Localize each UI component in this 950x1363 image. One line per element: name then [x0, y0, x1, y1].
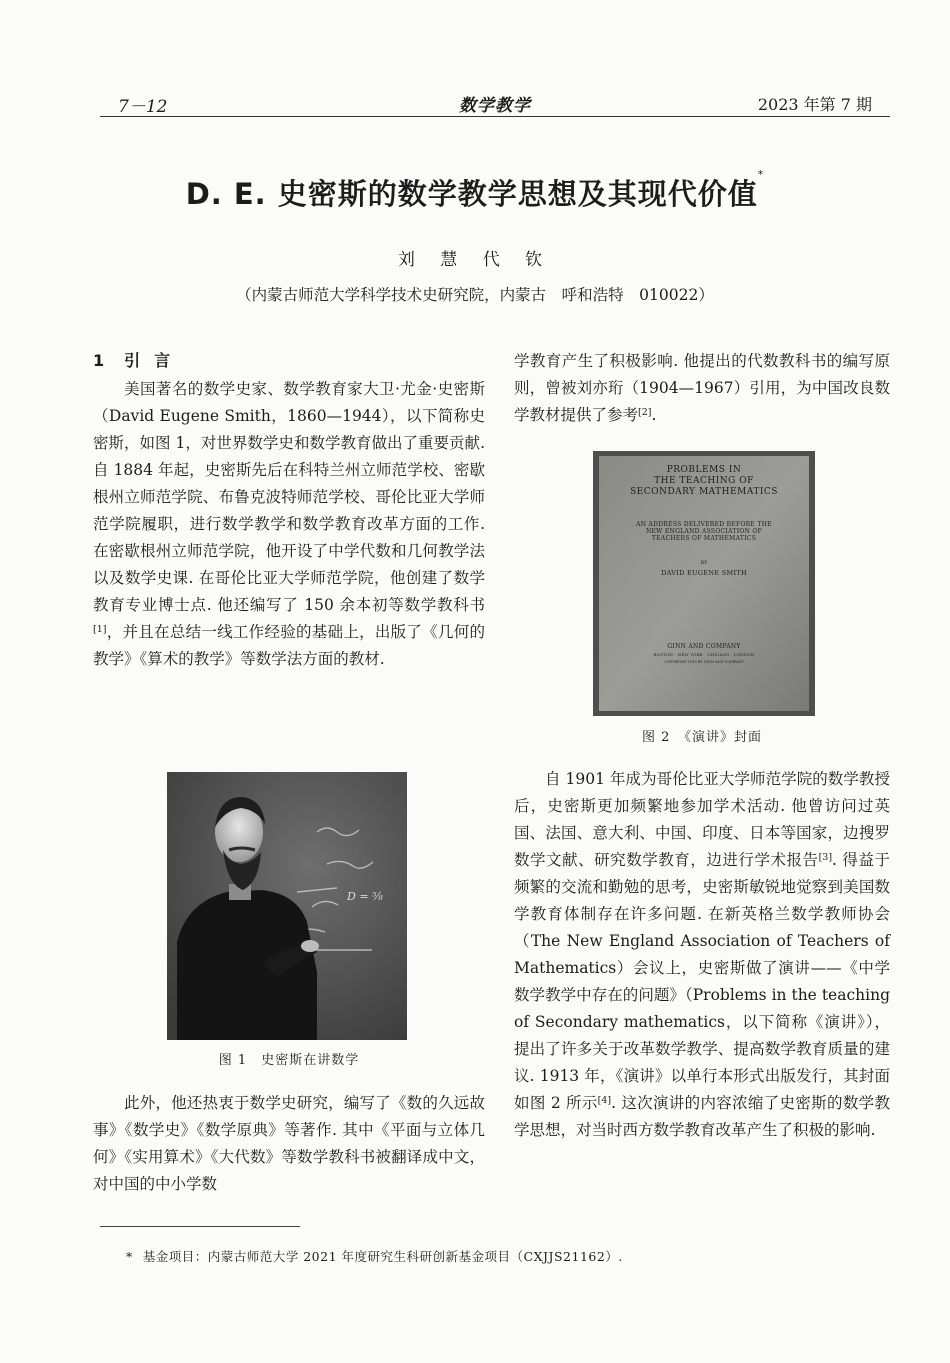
continued-paragraph — [514, 348, 890, 429]
right-column-upper — [514, 348, 890, 429]
intro-text-tail: ，并且在总结一线工作经验的基础上，出版了《几何的教学》《算术的教学》等数学法方面的教材. — [93, 623, 485, 668]
book-title — [593, 465, 815, 498]
book-subtitle-line: AN ADDRESS DELIVERED BEFORE THE — [636, 521, 772, 528]
issue-label: 2023 年第 7 期 — [757, 95, 872, 114]
left-column-lower — [93, 1090, 485, 1198]
continued-text: 学教育产生了积极影响. 他提出的代数教科书的编写原则，曾被刘亦珩（1904—1967）引用，为中国改良数学教材提供了参考 — [514, 352, 890, 424]
book-copyright: COPYRIGHT 1913 BY GINN AND COMPANY — [664, 660, 744, 664]
article-title-text: D. E. 史密斯的数学教学思想及其现代价值 — [185, 177, 758, 211]
footnote — [126, 1247, 623, 1265]
book-author: DAVID EUGENE SMITH — [661, 569, 747, 577]
continued-text-tail: . — [651, 406, 657, 424]
activities-paragraph — [514, 766, 890, 1144]
title-footnote-mark: * — [757, 168, 765, 181]
book-by: BY — [700, 560, 708, 566]
book-cities: BOSTON · NEW YORK · CHICAGO · LONDON — [653, 652, 755, 657]
section-heading — [93, 348, 485, 374]
figure-2-book-cover — [593, 451, 815, 716]
activities-text-1: 自 1901 年成为哥伦比亚大学师范学院的数学教授后，史密斯更加频繁地参加学术活动. 他曾访问过英国、法国、意大利、中国、印度、日本等国家，边搜罗数学文献、研究数学教育，边进行学术报告 — [514, 770, 890, 869]
affiliation: （内蒙古师范大学科学技术史研究院，内蒙古 呼和浩特 010022） — [236, 286, 714, 304]
figure-2-caption: 图 2 《演讲》封面 — [642, 730, 762, 745]
running-header — [100, 88, 890, 117]
book-subtitle-line: TEACHERS OF MATHEMATICS — [651, 535, 757, 542]
book-subtitle-line: NEW ENGLAND ASSOCIATION OF — [645, 528, 763, 535]
book-publisher: GINN AND COMPANY — [667, 643, 741, 650]
left-column-upper — [93, 348, 485, 673]
authors: 刘 慧 代 钦 — [397, 250, 553, 270]
book-title-line: THE TEACHING OF — [654, 476, 754, 486]
chalk-formula: D = ⅝ — [347, 890, 383, 903]
footnote-rule — [100, 1226, 300, 1227]
history-paragraph: 此外，他还热衷于数学史研究，编写了《数的久远故事》《数学史》《数学原典》等著作. 其中《平面与立体几何》《实用算术》《大代数》等数学教科书被翻译成中文，对中国的中小学数 — [93, 1094, 485, 1193]
citation-ref[interactable]: [4] — [597, 1095, 612, 1106]
book-subtitle — [593, 521, 815, 542]
journal-name: 数学教学 — [459, 96, 531, 116]
footnote-mark: * — [126, 1249, 133, 1264]
activities-text-2: . 得益于频繁的交流和勤勉的思考，史密斯敏锐地觉察到美国数学教育体制存在许多问题. 在新英格兰数学教师协会（The New England Association of Teachers of Mathematics）会议上，史密斯做了演讲——《中学数学教学中存在的问题》（Problems in the teaching of Secondary mathematics，以下简称《演讲》），提出了许多关于改革数学教学、提高数学教育质量的建议. 1913 年，《演讲》以单行本形式出版发行，其封面如图 2 所示 — [514, 851, 890, 1112]
figure-1-photo — [167, 772, 407, 1040]
intro-text: 美国著名的数学史家、数学教育家大卫·尤金·史密斯（David Eugene Smith，1860—1944），以下简称史密斯，如图 1，对世界数学史和数学教育做出了重要贡献. 自 1884 年起，史密斯先后在科特兰州立师范学校、密歇根州立师范学院、布鲁克波特师范学校、哥伦比亚大学师范学院履职，进行数学教学和数学教育改革方面的工作. 在密歇根州立师范学院，他开设了中学代数和几何教学法以及数学史课. 在哥伦比亚大学师范学院，他创建了数学教育专业博士点. 他还编写了 150 余本初等数学教科书 — [93, 380, 485, 614]
article-title — [0, 168, 950, 213]
figure-1-caption: 图 1 史密斯在讲数学 — [218, 1053, 360, 1068]
activities-text-3: . 这次演讲的内容浓缩了史密斯的数学教学思想，对当时西方数学教育改革产生了积极的影响. — [514, 1094, 891, 1139]
footnote-text: 基金项目：内蒙古师范大学 2021 年度研究生科研创新基金项目（CXJJS21162）. — [142, 1249, 623, 1264]
book-title-line: PROBLEMS IN — [666, 465, 742, 475]
section-title: 引言 — [124, 351, 185, 370]
page-number: 7－12 — [118, 97, 168, 117]
citation-ref[interactable]: [1] — [93, 624, 107, 635]
book-title-line: SECONDARY MATHEMATICS — [630, 487, 778, 497]
citation-ref[interactable]: [3] — [818, 852, 833, 863]
section-number: 1 — [93, 351, 105, 370]
right-column-lower — [514, 766, 890, 1144]
citation-ref[interactable]: [2] — [638, 407, 652, 418]
intro-paragraph — [93, 376, 485, 673]
